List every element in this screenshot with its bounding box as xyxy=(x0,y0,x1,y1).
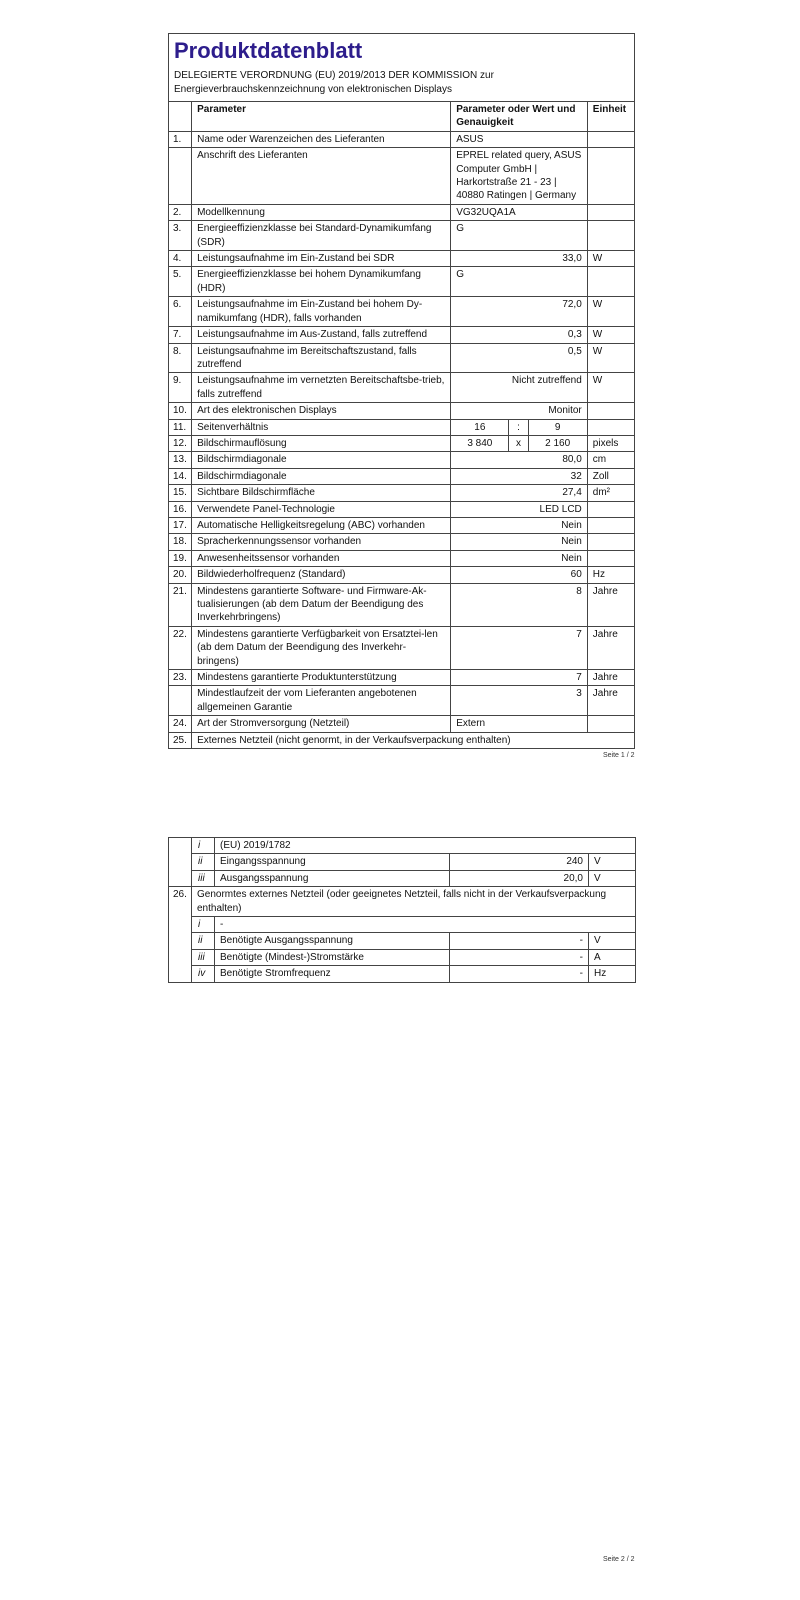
table-row xyxy=(169,485,635,501)
row-number: 22. xyxy=(169,626,192,669)
table-row xyxy=(169,854,636,870)
row-number: 17. xyxy=(169,517,192,533)
table-row xyxy=(169,373,635,403)
row-unit xyxy=(587,534,634,550)
table-row xyxy=(169,732,635,748)
table-row xyxy=(169,583,635,626)
row-value: Nein xyxy=(451,550,588,566)
row-value: Nicht zutreffend xyxy=(451,373,588,403)
row-parameter: Leistungsaufnahme im Aus-Zustand, falls zutreffend xyxy=(192,327,451,343)
row-value: 240 xyxy=(450,854,589,870)
page-title: Produktdatenblatt xyxy=(174,38,363,63)
row-number: 8. xyxy=(169,343,192,373)
row-parameter: Anwesenheitssensor vorhanden xyxy=(192,550,451,566)
row-parameter: Mindestlaufzeit der vom Lieferanten angebotenen allgemeinen Garantie xyxy=(192,686,451,716)
row-unit: pixels xyxy=(587,435,634,451)
row-value: 8 xyxy=(451,583,588,626)
table-row xyxy=(169,468,635,484)
row-unit xyxy=(587,419,634,435)
row-parameter: Leistungsaufnahme im Ein-Zustand bei hohem Dy-namikumfang (HDR), falls vorhanden xyxy=(192,297,451,327)
row-value-separator: x xyxy=(509,435,528,451)
row-number: 18. xyxy=(169,534,192,550)
row-parameter: Bildschirmdiagonale xyxy=(192,452,451,468)
row-unit: Hz xyxy=(589,966,636,982)
product-datasheet-page-2 xyxy=(168,837,635,983)
row-value: 7 xyxy=(451,626,588,669)
row-unit xyxy=(587,204,634,220)
row-number: 19. xyxy=(169,550,192,566)
column-header-unit: Einheit xyxy=(587,102,634,132)
row-value: 7 xyxy=(451,670,588,686)
row-value: - xyxy=(450,933,589,949)
row-value-second: 2 160 xyxy=(528,435,587,451)
row-number: 12. xyxy=(169,435,192,451)
row-parameter: Benötigte Stromfrequenz xyxy=(215,966,450,982)
row-unit: Jahre xyxy=(587,670,634,686)
row-unit xyxy=(587,517,634,533)
row-number: 24. xyxy=(169,716,192,732)
header-number-cell xyxy=(169,102,192,132)
product-datasheet-page-1 xyxy=(168,33,635,749)
row-parameter: Eingangsspannung xyxy=(215,854,450,870)
row-parameter: Genormtes externes Netzteil (oder geeignetes Netzteil, falls nicht in der Verkaufsverpackung enthalten) xyxy=(192,887,636,917)
table-row xyxy=(169,686,635,716)
row-unit: W xyxy=(587,251,634,267)
row-number-empty xyxy=(169,917,192,933)
row-number-empty xyxy=(169,838,192,854)
table-row xyxy=(169,887,636,917)
table-row xyxy=(169,966,636,982)
row-value: Nein xyxy=(451,534,588,550)
row-value-second: 9 xyxy=(528,419,587,435)
row-parameter: Externes Netzteil (nicht genormt, in der Verkaufsverpackung enthalten) xyxy=(192,732,635,748)
row-subindex: i xyxy=(192,917,215,933)
table-row xyxy=(169,148,635,205)
page-number-1: Seite 1 / 2 xyxy=(603,752,635,759)
row-value: 80,0 xyxy=(451,452,588,468)
row-number: 5. xyxy=(169,267,192,297)
table-row xyxy=(169,221,635,251)
row-number: 25. xyxy=(169,732,192,748)
row-number: 15. xyxy=(169,485,192,501)
row-number: 6. xyxy=(169,297,192,327)
table-row xyxy=(169,626,635,669)
row-parameter: Modellkennung xyxy=(192,204,451,220)
datasheet-header xyxy=(168,33,635,101)
row-parameter: Anschrift des Lieferanten xyxy=(192,148,451,205)
row-parameter: Spracherkennungssensor vorhanden xyxy=(192,534,451,550)
row-value: ASUS xyxy=(451,131,588,147)
row-value: 60 xyxy=(451,567,588,583)
row-parameter: - xyxy=(215,917,636,933)
table-header-row xyxy=(169,102,635,132)
row-unit: V xyxy=(589,854,636,870)
row-value: - xyxy=(450,966,589,982)
table-row xyxy=(169,534,635,550)
table-row xyxy=(169,933,636,949)
table-row xyxy=(169,297,635,327)
row-number-empty xyxy=(169,854,192,870)
row-unit: Hz xyxy=(587,567,634,583)
row-number-empty xyxy=(169,933,192,949)
row-number: 21. xyxy=(169,583,192,626)
table-row xyxy=(169,327,635,343)
row-parameter: Leistungsaufnahme im vernetzten Bereitschaftsbe-trieb, falls zutreffend xyxy=(192,373,451,403)
datasheet-table-continued xyxy=(168,837,636,983)
row-parameter: Benötigte Ausgangsspannung xyxy=(215,933,450,949)
row-unit: W xyxy=(587,297,634,327)
page-number-2: Seite 2 / 2 xyxy=(603,1556,635,1563)
row-value: 33,0 xyxy=(451,251,588,267)
row-unit xyxy=(587,550,634,566)
row-subindex: i xyxy=(192,838,215,854)
table-row xyxy=(169,517,635,533)
row-number: 4. xyxy=(169,251,192,267)
table-row xyxy=(169,670,635,686)
row-parameter: Energieeffizienzklasse bei hohem Dynamikumfang (HDR) xyxy=(192,267,451,297)
row-unit xyxy=(587,403,634,419)
regulation-line-2: Energieverbrauchskennzeichnung von elektronischen Displays xyxy=(174,84,452,95)
row-subindex: ii xyxy=(192,854,215,870)
row-number: 26. xyxy=(169,887,192,917)
regulation-line-1: DELEGIERTE VERORDNUNG (EU) 2019/2013 DER KOMMISSION zur xyxy=(174,70,494,81)
row-number: 9. xyxy=(169,373,192,403)
table-row xyxy=(169,419,635,435)
row-value: G xyxy=(451,221,588,251)
row-number xyxy=(169,686,192,716)
row-value: 72,0 xyxy=(451,297,588,327)
row-value-first: 3 840 xyxy=(451,435,509,451)
row-number: 7. xyxy=(169,327,192,343)
row-number: 3. xyxy=(169,221,192,251)
row-number: 1. xyxy=(169,131,192,147)
datasheet-table xyxy=(168,101,635,749)
row-parameter: Sichtbare Bildschirmfläche xyxy=(192,485,451,501)
row-number-empty xyxy=(169,966,192,982)
table-row xyxy=(169,501,635,517)
row-parameter: Art der Stromversorgung (Netzteil) xyxy=(192,716,451,732)
table-row xyxy=(169,949,636,965)
row-number: 2. xyxy=(169,204,192,220)
row-unit xyxy=(587,716,634,732)
column-header-value: Parameter oder Wert und Genauigkeit xyxy=(451,102,588,132)
row-unit: Jahre xyxy=(587,686,634,716)
row-value: Extern xyxy=(451,716,588,732)
table-row xyxy=(169,550,635,566)
row-value-first: 16 xyxy=(451,419,509,435)
row-number-empty xyxy=(169,949,192,965)
row-unit xyxy=(587,148,634,205)
row-number xyxy=(169,148,192,205)
row-number: 13. xyxy=(169,452,192,468)
table-row xyxy=(169,251,635,267)
row-parameter: Bildwiederholfrequenz (Standard) xyxy=(192,567,451,583)
row-number: 10. xyxy=(169,403,192,419)
row-parameter: Energieeffizienzklasse bei Standard-Dynamikumfang (SDR) xyxy=(192,221,451,251)
row-unit: V xyxy=(589,870,636,886)
row-unit: dm² xyxy=(587,485,634,501)
row-parameter: Mindestens garantierte Software- und Firmware-Ak-tualisierungen (ab dem Datum der Beendigung des Inverkehrbringens) xyxy=(192,583,451,626)
table-row xyxy=(169,435,635,451)
row-unit: cm xyxy=(587,452,634,468)
row-number: 11. xyxy=(169,419,192,435)
row-parameter: Art des elektronischen Displays xyxy=(192,403,451,419)
column-header-parameter: Parameter xyxy=(192,102,451,132)
row-value: 0,3 xyxy=(451,327,588,343)
row-unit: W xyxy=(587,327,634,343)
row-value-separator: : xyxy=(509,419,528,435)
table-row xyxy=(169,343,635,373)
row-number: 20. xyxy=(169,567,192,583)
row-parameter: Benötigte (Mindest-)Stromstärke xyxy=(215,949,450,965)
row-number-empty xyxy=(169,870,192,886)
row-value: 3 xyxy=(451,686,588,716)
row-unit: A xyxy=(589,949,636,965)
table-row xyxy=(169,452,635,468)
row-value: VG32UQA1A xyxy=(451,204,588,220)
row-value: - xyxy=(450,949,589,965)
row-parameter: Ausgangsspannung xyxy=(215,870,450,886)
table-row xyxy=(169,870,636,886)
row-unit xyxy=(587,221,634,251)
row-value: Nein xyxy=(451,517,588,533)
row-unit: Zoll xyxy=(587,468,634,484)
row-value: Monitor xyxy=(451,403,588,419)
row-value: 27,4 xyxy=(451,485,588,501)
table-row xyxy=(169,131,635,147)
row-number: 14. xyxy=(169,468,192,484)
row-value: 20,0 xyxy=(450,870,589,886)
row-unit: W xyxy=(587,373,634,403)
row-parameter: Bildschirmdiagonale xyxy=(192,468,451,484)
row-unit: V xyxy=(589,933,636,949)
row-parameter: Seitenverhältnis xyxy=(192,419,451,435)
row-parameter: Bildschirmauflösung xyxy=(192,435,451,451)
row-parameter: Name oder Warenzeichen des Lieferanten xyxy=(192,131,451,147)
row-subindex: iii xyxy=(192,870,215,886)
row-subindex: iv xyxy=(192,966,215,982)
row-parameter: Verwendete Panel-Technologie xyxy=(192,501,451,517)
row-unit xyxy=(587,501,634,517)
row-parameter: Mindestens garantierte Verfügbarkeit von Ersatztei-len (ab dem Datum der Beendigung des Inverkehr-bringens) xyxy=(192,626,451,669)
row-unit: W xyxy=(587,343,634,373)
table-row xyxy=(169,403,635,419)
row-number: 23. xyxy=(169,670,192,686)
row-subindex: iii xyxy=(192,949,215,965)
row-parameter: (EU) 2019/1782 xyxy=(215,838,636,854)
row-parameter: Leistungsaufnahme im Ein-Zustand bei SDR xyxy=(192,251,451,267)
row-subindex: ii xyxy=(192,933,215,949)
row-parameter: Leistungsaufnahme im Bereitschaftszustand, falls zutreffend xyxy=(192,343,451,373)
table-row xyxy=(169,567,635,583)
table-row xyxy=(169,267,635,297)
table-row xyxy=(169,716,635,732)
row-unit: Jahre xyxy=(587,583,634,626)
row-parameter: Mindestens garantierte Produktunterstützung xyxy=(192,670,451,686)
row-value: EPREL related query, ASUS Computer GmbH | Harkortstraße 21 - 23 | 40880 Ratingen | Germany xyxy=(451,148,588,205)
row-value: LED LCD xyxy=(451,501,588,517)
row-unit xyxy=(587,267,634,297)
row-value: 32 xyxy=(451,468,588,484)
row-value: 0,5 xyxy=(451,343,588,373)
row-value: G xyxy=(451,267,588,297)
table-row xyxy=(169,204,635,220)
table-row xyxy=(169,917,636,933)
row-parameter: Automatische Helligkeitsregelung (ABC) vorhanden xyxy=(192,517,451,533)
row-number: 16. xyxy=(169,501,192,517)
row-unit xyxy=(587,131,634,147)
table-row xyxy=(169,838,636,854)
row-unit: Jahre xyxy=(587,626,634,669)
